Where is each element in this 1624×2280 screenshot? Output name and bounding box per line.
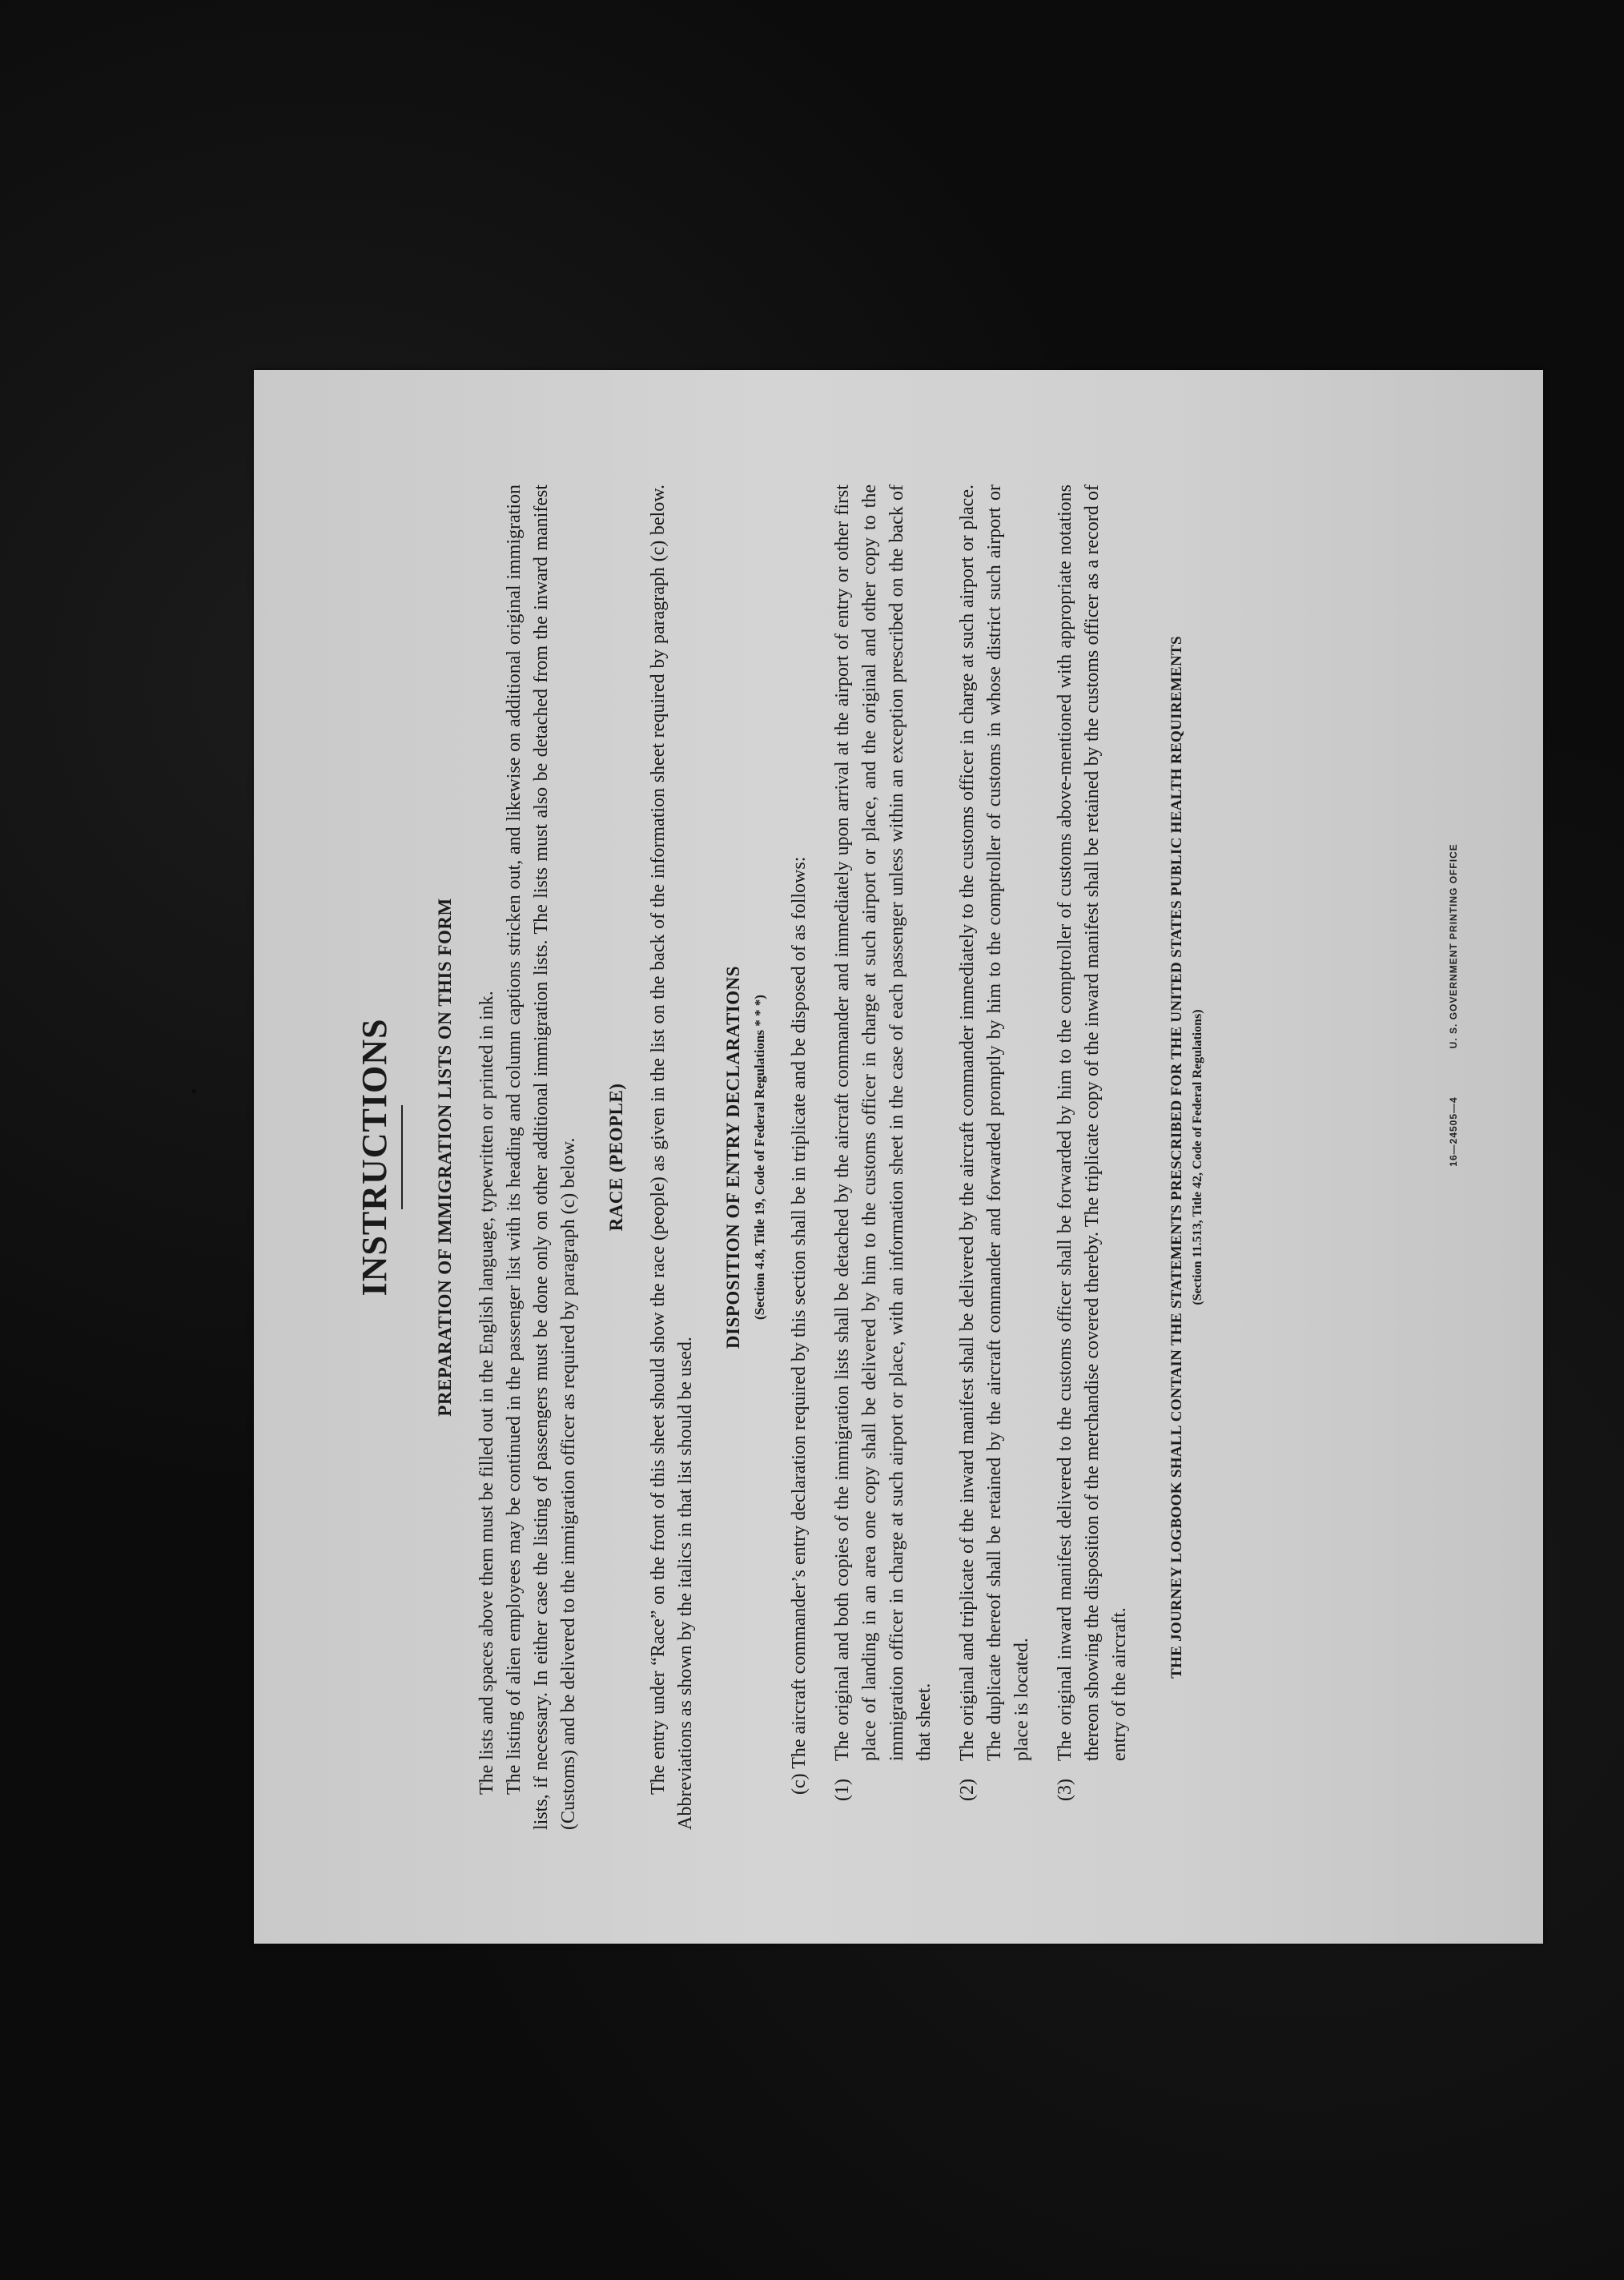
disposition-citation: (Section 4.8, Title 19, Code of Federal Regulations * * *)	[752, 994, 767, 1320]
disposition-item-1	[829, 485, 938, 1830]
document-content	[306, 412, 1491, 1902]
race-heading: RACE (PEOPLE)	[606, 1083, 626, 1231]
disposition-item-2	[954, 485, 1035, 1830]
logbook-statement: THE JOURNEY LOGBOOK SHALL CONTAIN THE STATEMENTS PRESCRIBED FOR THE UNITED STATES PUBLIC HEALTH REQUIREMENTS	[1168, 635, 1185, 1679]
title-underline	[401, 1105, 403, 1209]
disposition-item-3	[1051, 485, 1133, 1830]
item-text: The original and triplicate of the inward manifest shall be delivered by the aircraft commander immediately to the customs officer in charge at such airport or place. The duplicate thereof shall be retained by the aircraft commander and forwarded promptly by him to the comptroller of customs in whose district such airport or place is located.	[957, 484, 1032, 1761]
form-number: 16—24505—4	[1448, 1096, 1459, 1167]
document-sheet	[254, 370, 1543, 1944]
item-text: The original and both copies of the immigration lists shall be detached by the aircraft commander and immediately upon arrival at the airport of entry or other first place of landing in an area one copy shall be delivered by him to the customs officer in charge at such airport or place, and the original and other copy to the immigration officer in charge at such airport or place, with an information sheet in the case of each passenger unless within an exception prescribed on the back of that sheet.	[832, 484, 935, 1761]
logbook-citation: (Section 11.513, Title 42, Code of Federal Regulations)	[1191, 1008, 1204, 1305]
printer-footer	[1448, 412, 1459, 1902]
printer-imprint: U. S. GOVERNMENT PRINTING OFFICE	[1448, 842, 1459, 1048]
disposition-heading: DISPOSITION OF ENTRY DECLARATIONS	[723, 965, 743, 1349]
scan-speck	[192, 1089, 196, 1093]
item-number: (1)	[832, 1778, 853, 1801]
item-number: (2)	[957, 1778, 978, 1801]
race-paragraph: The entry under “Race” on the front of this sheet should show the race (people) as given in the list on the back of the information sheet required by paragraph (c) below. Abbreviations as shown by the italics in that list should be used.	[648, 484, 696, 1830]
item-text: The original inward manifest delivered to the customs officer shall be forwarded by him to the comptroller of customs above-mentioned with appropriate notations thereon showing the disposition of the merchandise covered thereby. The triplicate copy of the inward manifest shall be retained by the customs officer as a record of entry of the aircraft.	[1055, 484, 1130, 1761]
disposition-intro: (c) The aircraft commander’s entry declaration required by this section shall be in triplicate and be disposed of as follows:	[789, 856, 810, 1795]
item-number: (3)	[1055, 1778, 1075, 1801]
preparation-paragraph-1: The lists and spaces above them must be filled out in the English language, typewritten or printed in ink.	[476, 990, 497, 1795]
preparation-heading: PREPARATION OF IMMIGRATION LISTS ON THIS FORM	[435, 897, 455, 1417]
document-title: INSTRUCTIONS	[355, 1018, 394, 1296]
preparation-paragraph-2: The listing of alien employees may be continued in the passenger list with its heading and column captions stricken out, and likewise on additional original immigration lists, if necessary. In either case the listing of passengers must be done only on other additional immigration lists. The lists must also be detached from the inward manifest (Customs) and be delivered to the immigration officer as required by paragraph (c) below.	[504, 484, 579, 1830]
